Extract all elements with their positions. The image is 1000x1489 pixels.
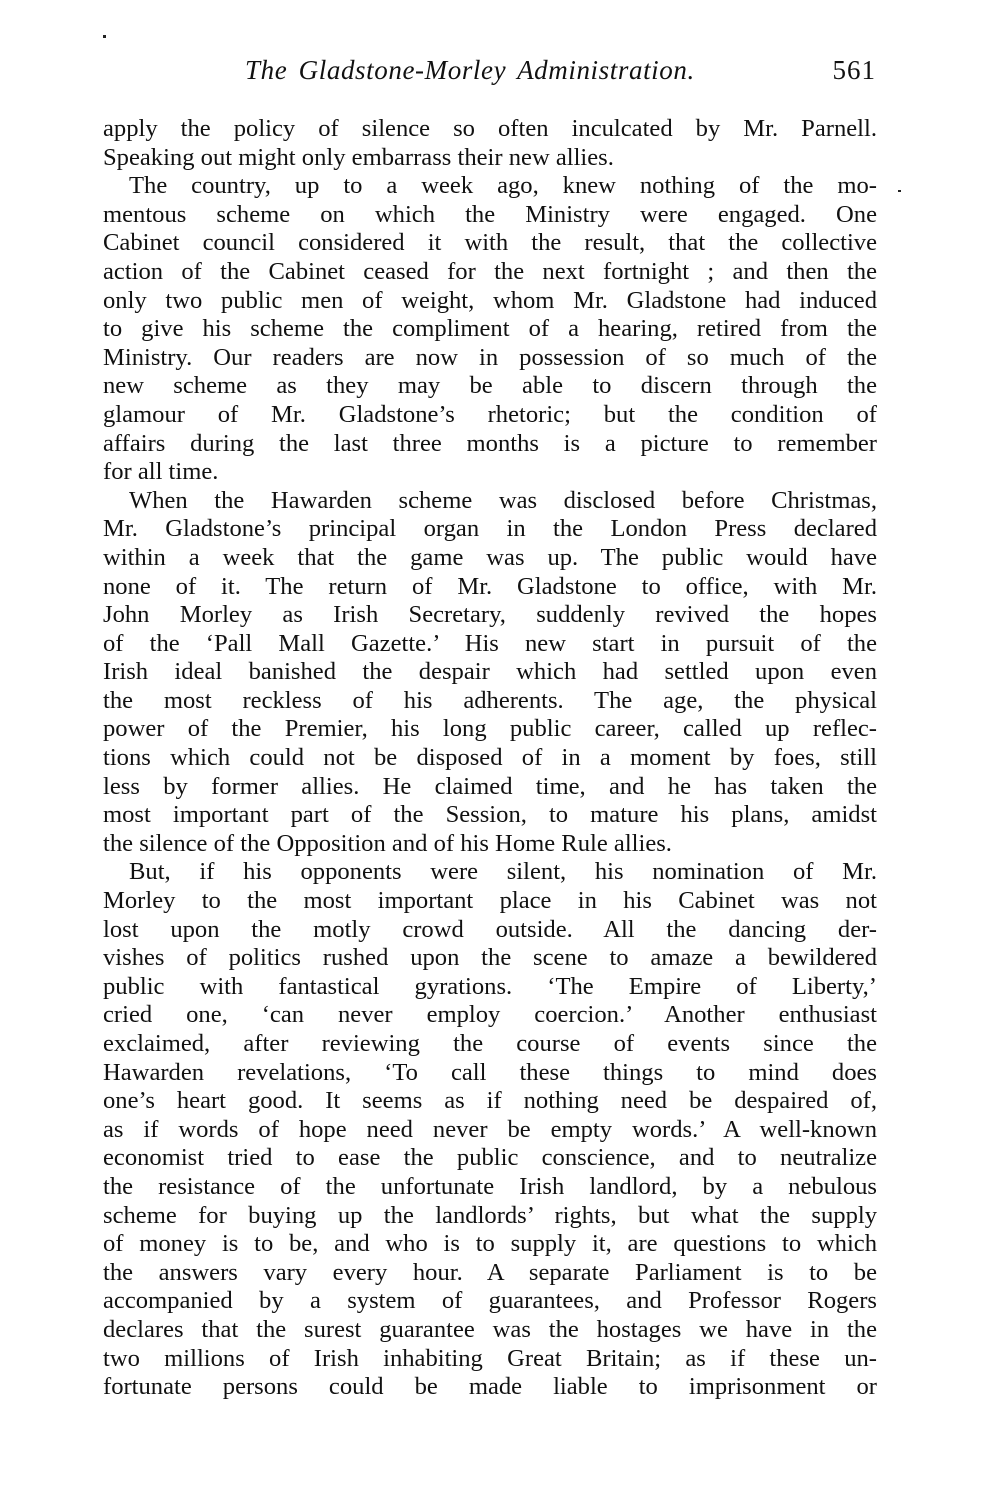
text-line: Cabinet council considered it with the result, that the collective <box>103 229 877 257</box>
text-line: Speaking out might only embarrass their new allies. <box>103 143 614 171</box>
text-line: for all time. <box>103 458 219 486</box>
text-line: of money is to be, and who is to supply it, are questions to which <box>103 1230 877 1258</box>
text-line: the silence of the Opposition and of his Home Rule allies. <box>103 829 672 857</box>
text-line: Mr. Gladstone’s principal organ in the London Press declared <box>103 515 877 543</box>
text-line: as if words of hope need never be empty words.’ A well-known <box>103 1115 877 1143</box>
text-line: But, if his opponents were silent, his nomination of Mr. <box>129 858 877 886</box>
text-line: mentous scheme on which the Ministry were engaged. One <box>103 200 877 228</box>
text-line: glamour of Mr. Gladstone’s rhetoric; but the condition of <box>103 400 877 428</box>
text-line: one’s heart good. It seems as if nothing need be despaired of, <box>103 1087 877 1115</box>
text-line: tions which could not be disposed of in a moment by foes, still <box>103 744 877 772</box>
paragraph <box>103 172 877 487</box>
text-line: vishes of politics rushed upon the scene to amaze a bewildered <box>103 944 877 972</box>
text-line: Irish ideal banished the despair which had settled upon even <box>103 658 877 686</box>
text-line: accompanied by a system of guarantees, and Professor Rogers <box>103 1287 877 1315</box>
text-line: fortunate persons could be made liable to imprisonment or <box>103 1373 877 1401</box>
text-line: Ministry. Our readers are now in possession of so much of the <box>103 343 877 371</box>
text-line: The country, up to a week ago, knew nothing of the mo- <box>129 172 877 200</box>
text-line: scheme for buying up the landlords’ rights, but what the supply <box>103 1201 877 1229</box>
text-line: less by former allies. He claimed time, and he has taken the <box>103 772 877 800</box>
paragraph <box>103 858 877 1401</box>
text-line: to give his scheme the compliment of a hearing, retired from the <box>103 315 877 343</box>
text-line: exclaimed, after reviewing the course of events since the <box>103 1030 877 1057</box>
text-line: Hawarden revelations, ‘To call these things to mind does <box>103 1058 877 1086</box>
text-line: lost upon the motly crowd outside. All the dancing der- <box>103 915 877 943</box>
text-line: none of it. The return of Mr. Gladstone to office, with Mr. <box>103 572 877 600</box>
text-line: new scheme as they may be able to discern through the <box>103 372 877 400</box>
text-line: of the ‘Pall Mall Gazette.’ His new start in pursuit of the <box>103 629 877 657</box>
text-line: power of the Premier, his long public career, called up reflec- <box>103 715 877 743</box>
text-line: the most reckless of his adherents. The age, the physical <box>103 686 877 714</box>
text-line: economist tried to ease the public conscience, and to neutralize <box>103 1144 877 1172</box>
text-line: most important part of the Session, to mature his plans, amidst <box>103 801 877 829</box>
stray-ink-mark <box>898 190 901 192</box>
text-line: two millions of Irish inhabiting Great Britain; as if these un- <box>103 1344 877 1372</box>
text-line: only two public men of weight, whom Mr. Gladstone had induced <box>103 286 877 314</box>
text-line: affairs during the last three months is a picture to remember <box>103 429 877 457</box>
text-line: the answers vary every hour. A separate Parliament is to be <box>103 1258 877 1286</box>
text-line: public with fantastical gyrations. ‘The Empire of Liberty,’ <box>103 972 877 1000</box>
paragraph <box>103 115 877 172</box>
running-title: The Gladstone-Morley Administration. <box>245 55 695 85</box>
text-line: apply the policy of silence so often inculcated by Mr. Parnell. <box>103 115 877 142</box>
text-line: When the Hawarden scheme was disclosed before Christmas, <box>129 486 877 514</box>
text-line: the resistance of the unfortunate Irish landlord, by a nebulous <box>103 1172 877 1200</box>
page-number: 561 <box>832 55 876 85</box>
text-line: within a week that the game was up. The public would have <box>103 543 877 571</box>
text-line: action of the Cabinet ceased for the next fortnight ; and then the <box>103 257 877 285</box>
text-line: Morley to the most important place in his Cabinet was not <box>103 887 877 915</box>
text-line: declares that the surest guarantee was the hostages we have in the <box>103 1315 877 1343</box>
text-line: John Morley as Irish Secretary, suddenly revived the hopes <box>103 601 877 629</box>
running-head <box>100 52 876 92</box>
paragraph <box>103 487 877 859</box>
stray-ink-mark <box>103 35 106 38</box>
body-text <box>103 115 877 1402</box>
text-line: cried one, ‘can never employ coercion.’ Another enthusiast <box>103 1001 877 1029</box>
